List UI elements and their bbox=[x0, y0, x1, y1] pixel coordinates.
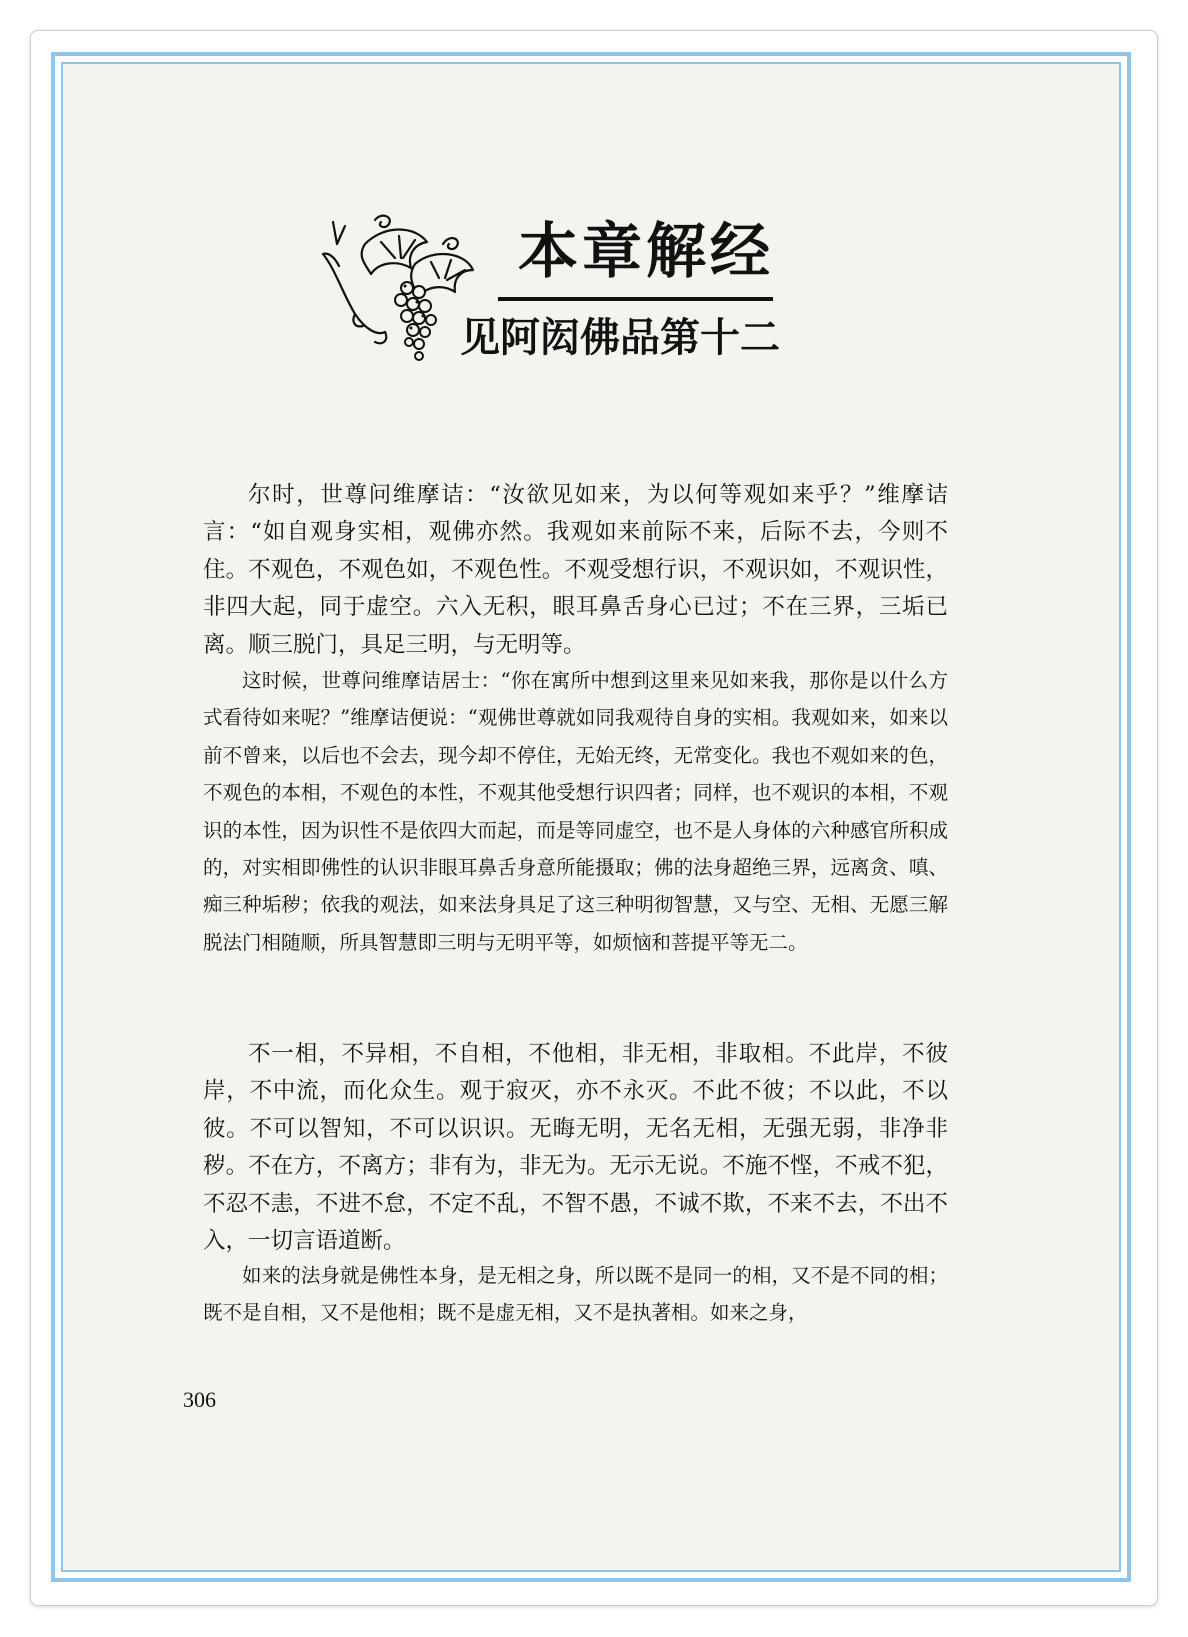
sutra-paragraph: 不一相，不异相，不自相，不他相，非无相，非取相。不此岸，不彼岸，不中流，而化众生。观于寂灭，亦不永灭。不此不彼；不以此，不以彼。不可以智知，不可以识识。无晦无明，无名无相，无强无弱，非净非秽。不在方，不离方；非有为，非无为。无示无说。不施不悭，不戒不犯，不忍不恚，不进不怠，不定不乱，不智不愚，不诚不欺，不来不去，不出不入，一切言语道断。 bbox=[203, 1041, 948, 1255]
book-page bbox=[63, 64, 1119, 1570]
grape-vine-ornament-icon bbox=[315, 214, 483, 364]
page-paper bbox=[61, 62, 1121, 1572]
page-frame bbox=[51, 52, 1131, 1582]
page-number: 306 bbox=[183, 1387, 216, 1412]
translation-paragraph: 如来的法身就是佛性本身，是无相之身，所以既不是同一的相，又不是不同的相；既不是自相，又不是他相；既不是虚无相，又不是执著相。如来之身， bbox=[203, 1264, 948, 1325]
translation-paragraph: 这时候，世尊问维摩诘居士：“你在寓所中想到这里来见如来我，那你是以什么方式看待如来呢？”维摩诘便说：“观佛世尊就如同我观待自身的实相。我观如来，如来以前不曾来，以后也不会去，现今却不停住，无始无终，无常变化。我也不观如来的色，不观色的本相，不观色的本性，不观其他受想行识四者；同样，也不观识的本相，不观识的本性，因为识性不是依四大而起，而是等同虚空，也不是人身体的六种感官所积成的，对实相即佛性的认识非眼耳鼻舌身意所能摄取；佛的法身超绝三界，远离贪、嗔、痴三种垢秽；依我的观法，如来法身具足了这三种明彻智慧，又与空、无相、无愿三解脱法门相随顺，所具智慧即三明与无明平等，如烦恼和菩提平等无二。 bbox=[203, 669, 948, 954]
heading-divider bbox=[498, 297, 773, 301]
chapter-subheading: 见阿闳佛品第十二 bbox=[460, 315, 780, 361]
sutra-paragraph: 尔时，世尊问维摩诘：“汝欲见如来，为以何等观如来乎？”维摩诘言：“如自观身实相，观佛亦然。我观如来前际不来，后际不去，今则不住。不观色，不观色如，不观色性。不观受想行识，不观识如，不观识性，非四大起，同于虚空。六入无积，眼耳鼻舌身心已过；不在三界，三垢已离。顺三脱门，具足三明，与无明等。 bbox=[203, 482, 948, 658]
chapter-heading: 本章解经 bbox=[518, 217, 774, 287]
